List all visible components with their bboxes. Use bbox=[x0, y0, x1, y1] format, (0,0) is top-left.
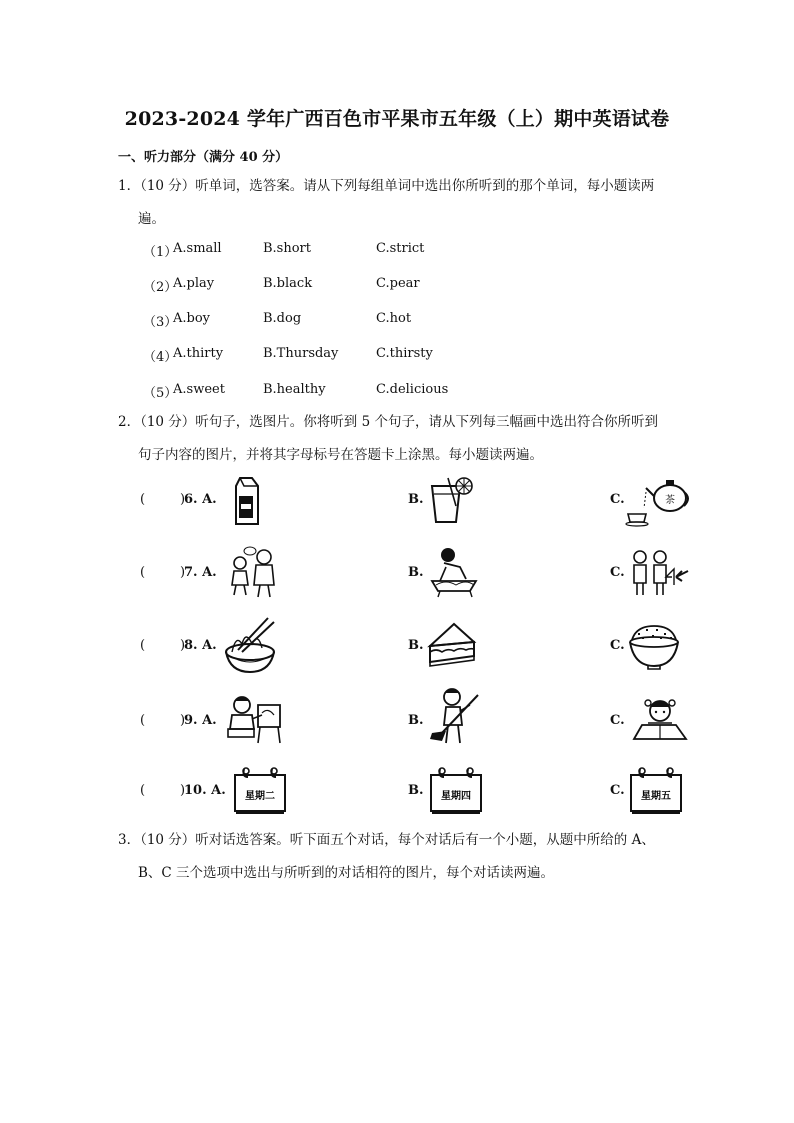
calendar-day: 星期五 bbox=[641, 791, 671, 802]
question-number: 9. A. bbox=[184, 713, 217, 728]
answer-paren-open: ( bbox=[140, 783, 146, 798]
two-girls-talking-icon bbox=[224, 545, 280, 599]
calendar-day: 星期四 bbox=[441, 791, 471, 802]
option-row bbox=[143, 346, 563, 366]
option-b-label: B. bbox=[408, 492, 424, 507]
option-a: A.thirty bbox=[173, 346, 224, 361]
picture-question-9 bbox=[140, 693, 700, 753]
option-c-label: C. bbox=[610, 492, 625, 507]
answer-paren-open: ( bbox=[140, 565, 146, 580]
boy-drawing-icon bbox=[224, 693, 286, 745]
section-heading: 一、听力部分（满分 40 分） bbox=[118, 150, 289, 165]
answer-paren-open: ( bbox=[140, 492, 146, 507]
picture-question-7 bbox=[140, 545, 700, 605]
option-row bbox=[143, 382, 563, 402]
tea-char: 茶 bbox=[665, 495, 675, 506]
children-pointing-icon bbox=[628, 547, 690, 599]
option-c: C.strict bbox=[376, 241, 425, 256]
calendar-thursday-icon bbox=[428, 765, 484, 817]
rice-bowl-icon bbox=[626, 620, 682, 670]
question-3 bbox=[118, 824, 678, 890]
calendar-tuesday-icon bbox=[232, 765, 288, 817]
noodle-bowl-icon bbox=[222, 614, 280, 674]
question-number: 8. A. bbox=[184, 638, 217, 653]
girl-washing-icon bbox=[426, 545, 482, 599]
option-row bbox=[143, 276, 563, 296]
option-row bbox=[143, 311, 563, 331]
option-number: （5） bbox=[143, 386, 178, 401]
option-c-label: C. bbox=[610, 713, 625, 728]
question-1 bbox=[118, 170, 678, 236]
option-b: B.black bbox=[263, 276, 313, 291]
sandwich-icon bbox=[426, 620, 478, 670]
option-a: A.small bbox=[173, 241, 222, 256]
option-b: B.Thursday bbox=[263, 346, 339, 361]
option-row bbox=[143, 241, 563, 261]
option-number: （1） bbox=[143, 245, 178, 260]
question-number: 6. A. bbox=[184, 492, 217, 507]
option-b: B.healthy bbox=[263, 382, 326, 397]
picture-question-8 bbox=[140, 618, 700, 678]
answer-paren-close: ) bbox=[180, 565, 186, 580]
question-3-line2: B、C 三个选项中选出与所听到的对话相符的图片，每个对话读两遍。 bbox=[138, 865, 555, 881]
question-number: 10. A. bbox=[184, 783, 226, 798]
option-number: （3） bbox=[143, 315, 178, 330]
answer-paren-close: ) bbox=[180, 713, 186, 728]
milk-carton-icon bbox=[230, 474, 262, 526]
page-title: 2023-2024 学年广西百色市平果市五年级（上）期中英语试卷 bbox=[124, 108, 670, 130]
answer-paren-close: ) bbox=[180, 638, 186, 653]
answer-paren-close: ) bbox=[180, 492, 186, 507]
question-1-line2: 遍。 bbox=[138, 211, 165, 227]
option-c-label: C. bbox=[610, 565, 625, 580]
option-number: （2） bbox=[143, 280, 178, 295]
calendar-friday-icon bbox=[628, 765, 684, 817]
girl-reading-icon bbox=[626, 695, 692, 745]
option-a: A.play bbox=[173, 276, 215, 291]
option-c: C.delicious bbox=[376, 382, 449, 397]
answer-paren-open: ( bbox=[140, 638, 146, 653]
picture-question-10 bbox=[140, 763, 700, 823]
question-number: 7. A. bbox=[184, 565, 217, 580]
option-c-label: C. bbox=[610, 783, 625, 798]
option-number: （4） bbox=[143, 350, 178, 365]
option-c: C.hot bbox=[376, 311, 412, 326]
teapot-cup-icon bbox=[624, 474, 694, 528]
option-a: A.sweet bbox=[173, 382, 225, 397]
question-2-line2: 句子内容的图片，并将其字母标号在答题卡上涂黑。每小题读两遍。 bbox=[138, 447, 543, 463]
question-3-line1: 3．（10 分）听对话选答案。听下面五个对话，每个对话后有一个小题，从题中所给的 A、 bbox=[118, 832, 655, 848]
boy-sweeping-icon bbox=[426, 687, 484, 747]
option-b-label: B. bbox=[408, 713, 424, 728]
picture-question-6 bbox=[140, 472, 700, 532]
question-1-line1: 1．（10 分）听单词，选答案。请从下列每组单词中选出你所听到的那个单词，每小题读两 bbox=[118, 178, 655, 194]
question-2-line1: 2．（10 分）听句子，选图片。你将听到 5 个句子，请从下列每三幅画中选出符合你所听到 bbox=[118, 414, 658, 430]
option-b: B.short bbox=[263, 241, 311, 256]
option-c: C.thirsty bbox=[376, 346, 433, 361]
answer-paren-close: ) bbox=[180, 783, 186, 798]
juice-glass-icon bbox=[428, 476, 474, 524]
option-b-label: B. bbox=[408, 783, 424, 798]
option-c-label: C. bbox=[610, 638, 625, 653]
question-2 bbox=[118, 406, 678, 472]
answer-paren-open: ( bbox=[140, 713, 146, 728]
option-a: A.boy bbox=[173, 311, 211, 326]
option-b-label: B. bbox=[408, 565, 424, 580]
calendar-day: 星期二 bbox=[245, 791, 275, 802]
option-b-label: B. bbox=[408, 638, 424, 653]
option-b: B.dog bbox=[263, 311, 302, 326]
option-c: C.pear bbox=[376, 276, 420, 291]
